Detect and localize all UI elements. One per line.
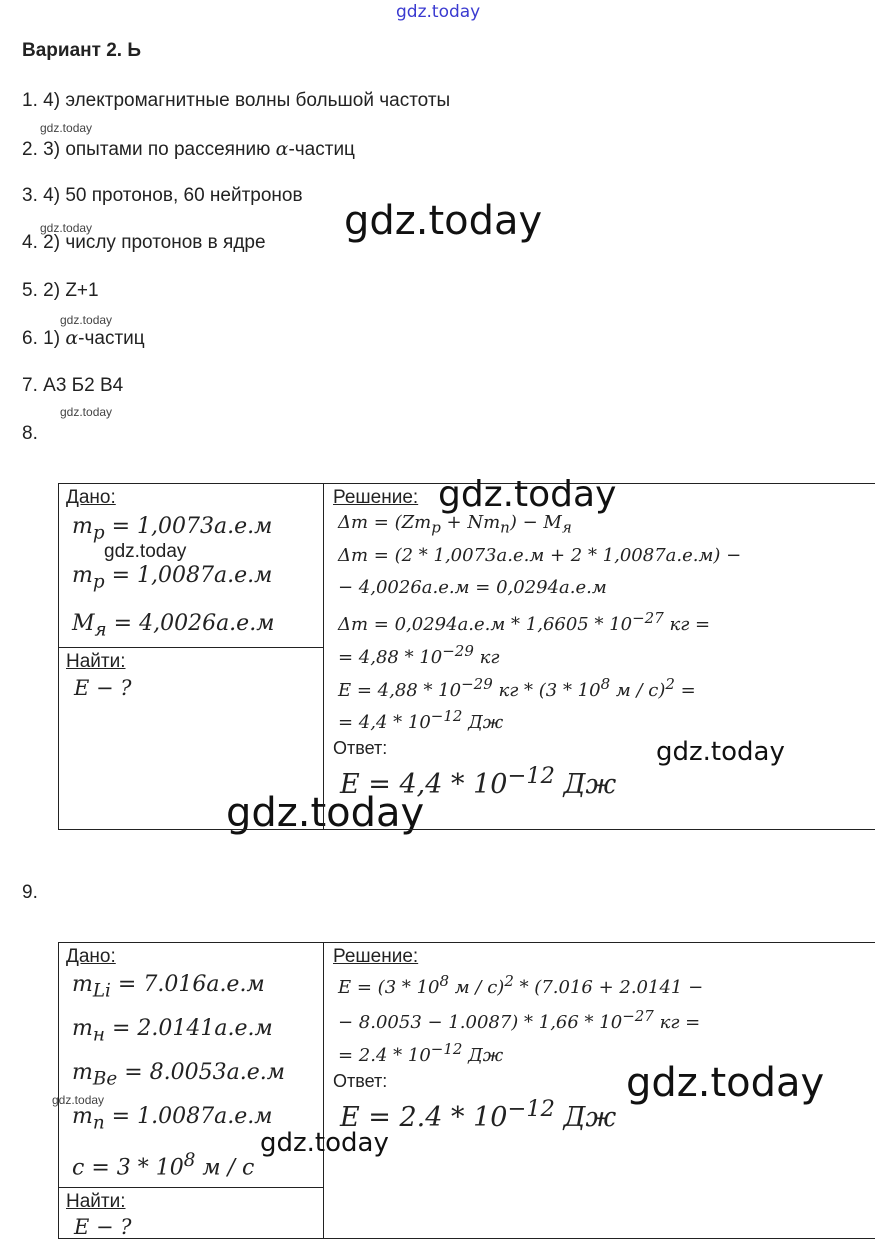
answer-text: 1) [43,328,61,349]
page-title: Вариант 2. Ь [22,40,141,61]
problem8-given-item: $m_p = 1,0087а.е.м$ [72,563,273,593]
answer-text: 2) числу протонов в ядре [43,232,266,253]
problem8-solution-line: = $4,88 * 10^{-29}$ кг [338,642,500,668]
answer-text: 3) опытами по рассеянию [43,139,271,160]
watermark-top: gdz.today [396,2,481,22]
watermark-medium: gdz.today [260,1128,389,1158]
watermark-large: gdz.today [626,1060,825,1106]
problem9-solution-line: − $8.0053 - 1.0087) * 1,66 * 10^{-27}$ кг = [338,1007,701,1033]
problem9-solution-line: $E = (3 * 10^8$ м / с)$^2$ * (7.016 + 2.0141 − [338,972,704,998]
answer-5 [22,280,99,302]
problem9-given-item: $m_{Be} = 8.0053а.е.м$ [72,1060,285,1090]
answer-number: 4. [22,232,38,253]
watermark-small: gdz.today [60,313,113,327]
answer-7 [22,375,123,397]
problem8-given-item: $M_я = 4,0026а.е.м$ [72,611,275,641]
answer-6 [22,327,145,350]
problem9-answer: $E = 2.4 * 10^{-12}$ Дж [340,1096,617,1133]
problem8-solution-line: − 4,0026а.е.м = 0,0294а.е.м [338,577,607,598]
problem9-given-item: $m_n = 1.0087а.е.м$ [72,1104,273,1134]
answer-text: -частиц [78,328,145,349]
answer-text: 4) электромагнитные волны большой частоты [43,90,451,111]
alpha-symbol: α [275,138,289,160]
problem8-find-label: Найти: [66,651,126,672]
problem9-find-label: Найти: [66,1191,126,1212]
problem9-solution-label: Решение: [333,946,419,967]
answer-3 [22,185,303,207]
problem8-find: E − ? [74,676,132,700]
problem8-solution-line: $E = 4,88 * 10^{-29}$ кг * ($3 * 10^8$ м / с)$^2$ = [338,675,696,701]
watermark-small: gdz.today [60,405,113,419]
answer-number: 3. [22,185,38,206]
answer-4 [22,232,266,254]
answer-number: 2. [22,139,38,160]
watermark-small: gdz.today [52,1093,105,1107]
answer-number: 5. [22,280,38,301]
problem8-given-item: $m_p = 1,0073а.е.м$ [72,514,273,544]
problem8-answer: $E = 4,4 * 10^{-12}$ Дж [340,763,617,800]
problem9-divider [323,942,324,1239]
watermark-small: gdz.today [40,221,93,235]
problem8-solution-line: = $4,4 * 10^{-12}$ Дж [338,707,504,733]
problem9-divider [58,1187,324,1188]
answer-text: 2) Z+1 [43,280,99,301]
watermark-large: gdz.today [438,474,617,515]
problem9-solution-line: = $2.4 * 10^{-12}$ Дж [338,1040,504,1066]
watermark-small: gdz.today [40,121,93,135]
answer-text: А3 Б2 В4 [43,375,124,396]
alpha-symbol: α [65,327,79,349]
watermark-large: gdz.today [226,790,425,836]
problem9-given-item: $m_н = 2.0141а.е.м$ [72,1016,273,1046]
problem9-given-label: Дано: [66,946,116,967]
answer-number: 1. [22,90,38,111]
answer-number: 7. [22,375,38,396]
problem8-answer-label: Ответ: [333,738,388,758]
answer-2 [22,138,355,161]
problem9-given-item: $m_{Li} = 7.016а.е.м$ [72,972,265,1002]
problem8-solution-label: Решение: [333,487,419,508]
problem8-solution-line: $\Delta m = (Zm_p + Nm_n) - M_я$ [338,512,572,537]
answer-number: 6. [22,328,38,349]
problem9-find: E − ? [74,1215,132,1239]
answer-text: -частиц [288,139,355,160]
answer-number: 9. [22,882,38,903]
problem8-given-label: Дано: [66,487,116,508]
answer-8 [22,423,38,445]
problem8-divider [323,483,324,830]
answer-number: 8. [22,423,38,444]
problem8-solution-line: Δm = (2 * 1,0073а.е.м + 2 * 1,0087а.е.м) − [338,545,742,566]
answer-text: 4) 50 протонов, 60 нейтронов [43,185,303,206]
answer-1 [22,90,450,112]
watermark-small: gdz.today [104,541,187,562]
problem8-solution-line: $\Delta m = 0,0294а.е.м * 1,6605 * 10^{-27}$ кг = [338,609,711,635]
watermark-medium: gdz.today [656,737,785,767]
problem8-divider [58,647,324,648]
problem9-answer-label: Ответ: [333,1071,388,1091]
problem9-given-item: $c = 3 * 10^8$ м / с [72,1150,255,1181]
answer-9 [22,882,38,904]
watermark-large: gdz.today [344,198,543,244]
